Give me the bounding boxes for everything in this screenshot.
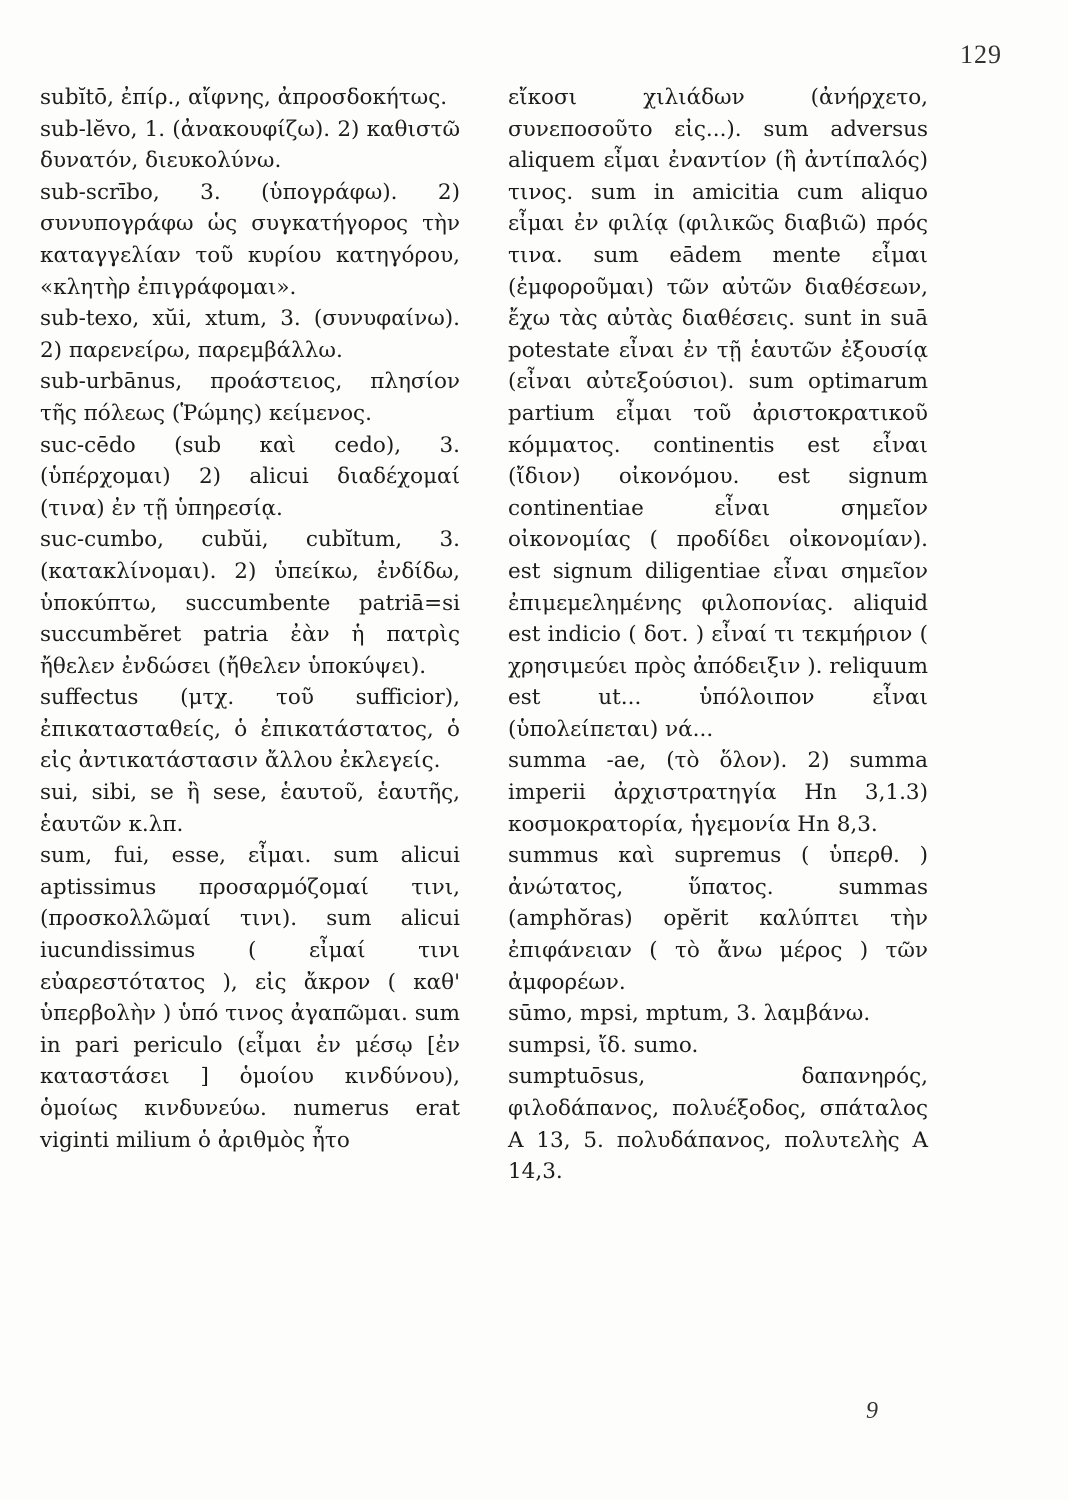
page-number: 129 [960,40,1002,69]
entry-sum: sum, fui, esse, εἶμαι. sum alicui aptissimus προσαρμόζομαί τινι, (προσκολλῶμαί τινι). sum alicui iucundissimus ( εἶμαί τινι εὐαρεστότατος ), εἰς ἄκρον ( καθ' ὑπερβολὴν ) ὑπό τινος ἀγαπῶμαι. sum in pari periculo (εἶμαι ἐν μέσῳ [ἐν καταστάσει ] ὁμοίου κινδύνου), ὁμοίως κινδυνεύω. numerus erat viginti milium ὁ ἀριθμὸς ἦτο [40,843,460,1153]
entry-summa: summa -ae, (τὸ ὅλον). 2) summa imperii ἀρχιστρατηγία Hn 3,1.3) κοσμοκρατορία, ἡγεμονία Hn 8,3. [508,748,928,837]
entry-sumo: sūmo, mpsi, mptum, 3. λαμβάνω. [508,1001,871,1027]
entry-sui: sui, sibi, se ἢ sese, ἑαυτοῦ, ἑαυτῆς, ἑαυτῶν κ.λπ. [40,780,460,837]
entry-suc-cedo: suc-cēdo (sub καὶ cedo), 3. (ὑπέρχομαι) 2) alicui διαδέχομαί (τινα) ἐν τῇ ὑπηρεσίᾳ. [40,432,460,521]
right-column [508,82,928,1188]
entry-sum-continued: εἴκοσι χιλιάδων (ἀνήρχετο, συνεποσοῦτο εἰς...). sum adversus aliquem εἶμαι ἐναντίον (ἢ ἀντίπαλός) τινος. sum in amicitia cum aliquo εἶμαι ἐν φιλίᾳ (φιλικῶς διαβιῶ) πρός τινα. sum eādem mente εἶμαι (ἐμφοροῦμαι) τῶν αὐτῶν διαθέσεων, ἔχω τὰς αὐτὰς διαθέσεις. sunt in suā potestate εἶναι ἐν τῇ ἑαυτῶν ἐξουσίᾳ (εἶναι αὐτεξούσιοι). sum optimarum partium εἶμαι τοῦ ἀριστοκρατικοῦ κόμματος. continentis est εἶναι (ἴδιον) οἰκονόμου. est signum continentiae εἶναι σημεῖον οἰκονομίας ( προδίδει οἰκονομίαν). est signum diligentiae εἶναι σημεῖον ἐπιμεμελημένης φιλοπονίας. aliquid est indicio ( δοτ. ) εἶναί τι τεκμήριον ( χρησιμεύει πρὸς ἀπόδειξιν ). reliquum est ut... ὑπόλοιπον εἶναι (ὑπολείπεται) νά... [508,85,928,742]
entry-sub-levo: sub-lĕvo, 1. (ἀνακουφίζω). 2) καθιστῶ δυνατόν, διευκολύνω. [40,116,460,174]
entry-sub-scribo: sub-scrībo, 3. (ὑπογράφω). 2) συνυπογράφω ὡς συγκατήγορος τὴν καταγγελίαν τοῦ κυρίου κατηγόρου, «κλητὴρ ἐπιγράφομαι». [40,179,460,300]
entry-suc-cumbo: suc-cumbo, cubŭi, cubĭtum, 3. (κατακλίνομαι). 2) ὑπείκω, ἐνδίδω, ὑποκύπτω, succumbente patriā=si succumbĕret patria ἐὰν ἡ πατρὶς ἤθελεν ἐνδώσει (ἤθελεν ὑποκύψει). [40,527,460,679]
signature-mark: 9 [866,1398,878,1424]
entry-summus: summus καὶ supremus ( ὑπερθ. ) ἀνώτατος, ὕπατος. summas (amphŏras) opĕrit καλύπτει τὴν ἐπιφάνειαν ( τὸ ἄνω μέρος ) τῶν ἀμφορέων. [508,843,928,995]
entry-suffectus: suffectus (μτχ. τοῦ sufficior), ἐπικατασταθείς, ὁ ἐπικατάστατος, ὁ εἰς ἀντικατάστασιν ἄλλου ἐκλεγείς. [40,685,460,774]
left-column [40,82,460,1156]
entry-sub-texo: sub-texo, xŭi, xtum, 3. (συνυφαίνω). 2) παρενείρω, παρεμβάλλω. [40,306,460,363]
entry-sub-urbanus: sub-urbānus, προάστειος, πλησίον τῆς πόλεως (Ῥώμης) κείμενος. [40,369,460,426]
entry-sumpsi: sumpsi, ἴδ. sumo. [508,1032,699,1058]
entry-sumptuosus: sumptuōsus, δαπανηρός, φιλοδάπανος, πολυέξοδος, σπάταλος A 13, 5. πολυδάπανος, πολυτελὴς A 14,3. [508,1064,928,1185]
entry-subito: subĭtō, ἐπίρ., αἴφνης, ἀπροσδοκήτως. [40,85,448,110]
